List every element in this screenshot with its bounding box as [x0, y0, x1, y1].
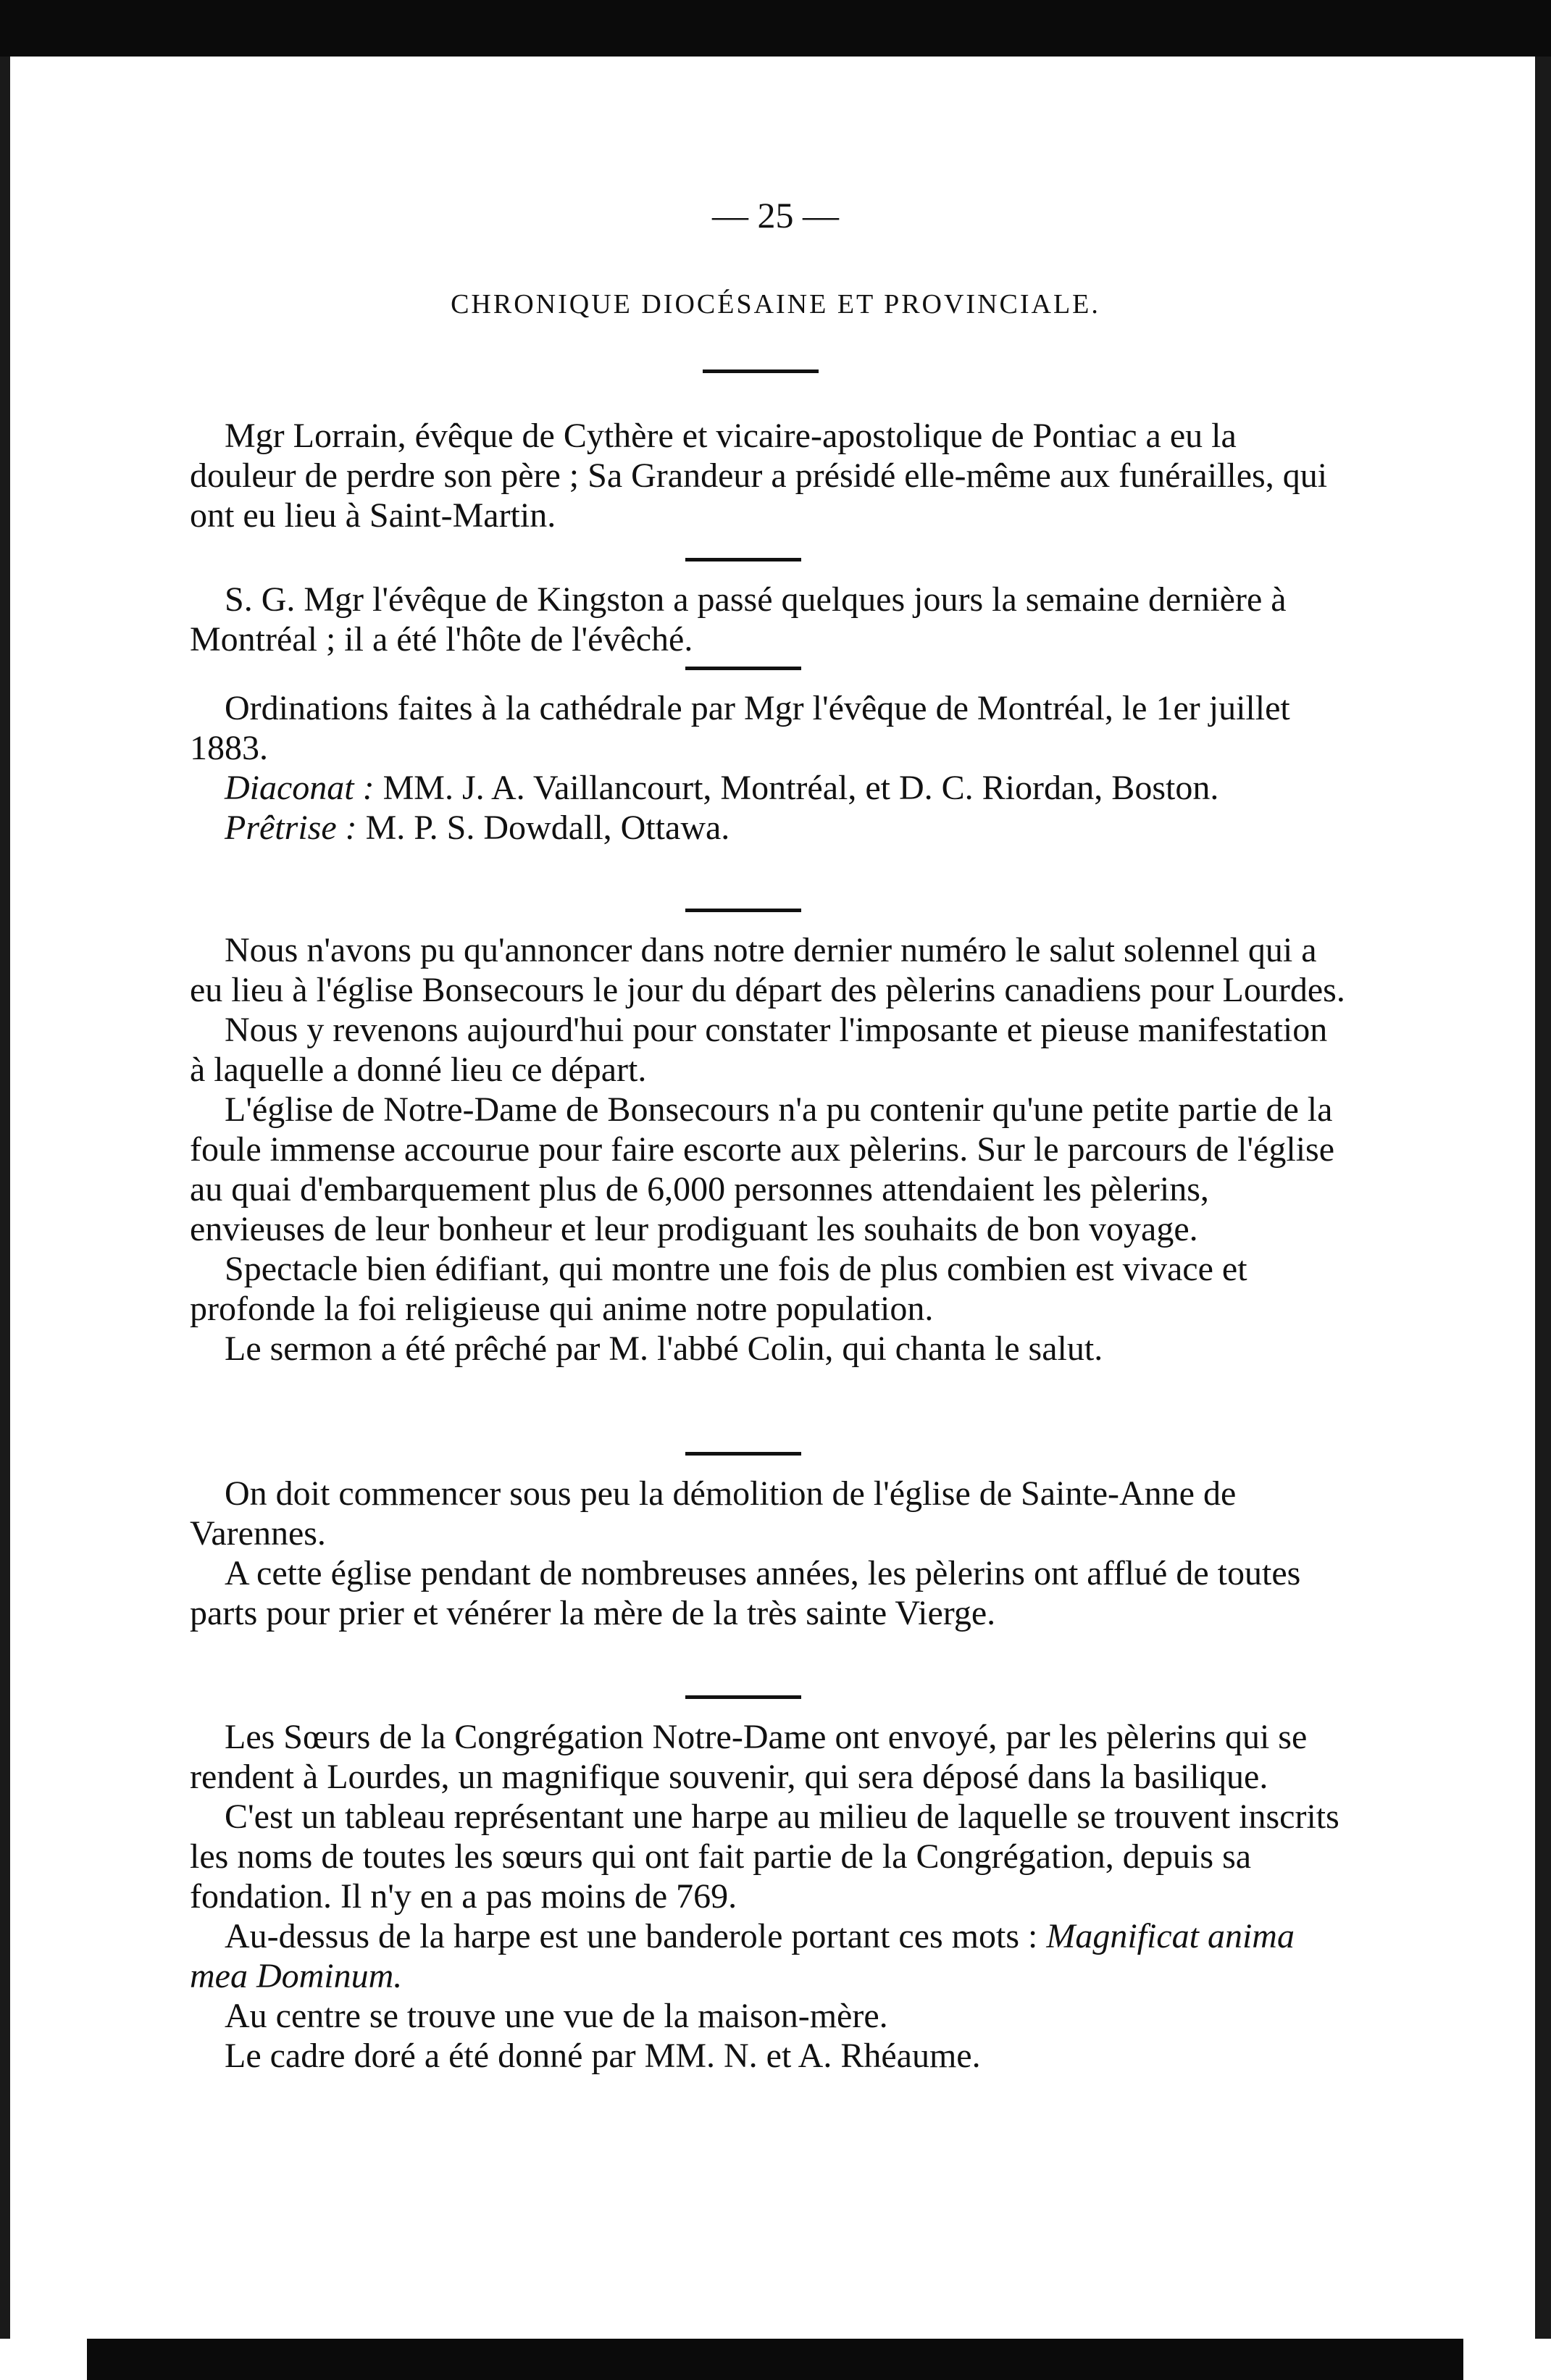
section-divider	[685, 1695, 801, 1699]
varennes-p1: On doit commencer sous peu la démolition de l'église de Sainte-Anne de Varennes.	[190, 1474, 1237, 1553]
news-soeurs	[190, 1717, 1349, 2076]
news-kingston-text: S. G. Mgr l'évêque de Kingston a passé quelques jours la semaine dernière à Montréal ; il a été l'hôte de l'évêché.	[190, 580, 1287, 659]
pelerins-p4: Spectacle bien édifiant, qui montre une fois de plus combien est vivace et profonde la foi religieuse qui anime notre population.	[190, 1250, 1247, 1328]
news-ordinations	[190, 688, 1349, 848]
section-divider	[685, 667, 801, 670]
soeurs-p2: C'est un tableau représentant une harpe au milieu de laquelle se trouvent inscrits les noms de toutes les sœurs qui ont fait partie de la Congrégation, depuis sa fondation. Il n'y en a pas moins de 769.	[190, 1797, 1339, 1916]
section-divider	[685, 558, 801, 561]
ordinations-intro: Ordinations faites à la cathédrale par Mgr l'évêque de Montréal, le 1er juillet 1883.	[190, 689, 1290, 767]
diaconat-label: Diaconat :	[225, 769, 375, 807]
pelerins-p3: L'église de Notre-Dame de Bonsecours n'a pu contenir qu'une petite partie de la foule immense accourue pour faire escorte aux pèlerins. Sur le parcours de l'église au quai d'embarquement plus de 6,000 personnes attendaient les pèlerins, envieuses de leur bonheur et leur prodiguant les souhaits de bon voyage.	[190, 1090, 1335, 1248]
scan-border-right	[1535, 57, 1551, 2339]
chronicle-title: CHRONIQUE DIOCÉSAINE ET PROVINCIALE.	[451, 289, 1100, 320]
pelerins-p2: Nous y revenons aujourd'hui pour constater l'imposante et pieuse manifestation à laquelle a donné lieu ce départ.	[190, 1011, 1328, 1089]
news-kingston	[190, 580, 1349, 659]
varennes-p2: A cette église pendant de nombreuses années, les pèlerins ont afflué de toutes parts pour prier et vénérer la mère de la très sainte Vierge.	[190, 1554, 1301, 1632]
soeurs-p5: Le cadre doré a été donné par MM. N. et A. Rhéaume.	[225, 2037, 981, 2075]
diaconat-names: MM. J. A. Vaillancourt, Montréal, et D. C. Riordan, Boston.	[382, 769, 1219, 807]
soeurs-p1: Les Sœurs de la Congrégation Notre-Dame ont envoyé, par les pèlerins qui se rendent à Lourdes, un magnifique souvenir, qui sera déposé dans la basilique.	[190, 1718, 1308, 1796]
scan-border-bottom	[87, 2339, 1463, 2380]
section-divider	[685, 909, 801, 912]
page-number: — 25 —	[712, 195, 839, 235]
soeurs-p4: Au centre se trouve une vue de la maison-mère.	[225, 1997, 888, 2035]
section-divider	[703, 369, 819, 373]
scan-border-left	[0, 57, 10, 2339]
news-varennes	[190, 1474, 1349, 1633]
pelerins-p1: Nous n'avons pu qu'annoncer dans notre dernier numéro le salut solennel qui a eu lieu à l'église Bonsecours le jour du départ des pèlerins canadiens pour Lourdes.	[190, 931, 1345, 1009]
scan-border-top	[0, 0, 1551, 57]
news-lorrain-text: Mgr Lorrain, évêque de Cythère et vicaire-apostolique de Pontiac a eu la douleur de perdre son père ; Sa Grandeur a présidé elle-même aux funérailles, qui ont eu lieu à Saint-Martin.	[190, 417, 1328, 535]
pelerins-p5: Le sermon a été prêché par M. l'abbé Colin, qui chanta le salut.	[225, 1329, 1103, 1368]
soeurs-p3: Au-dessus de la harpe est une banderole portant ces mots :	[225, 1917, 1038, 1955]
news-pelerins	[190, 930, 1349, 1369]
section-divider	[685, 1452, 801, 1456]
pretrise-names: M. P. S. Dowdall, Ottawa.	[365, 809, 730, 847]
pretrise-label: Prêtrise :	[225, 809, 357, 847]
news-lorrain	[190, 416, 1349, 535]
soeurs-motto: Magnificat anima mea Dominum.	[190, 1917, 1295, 1995]
